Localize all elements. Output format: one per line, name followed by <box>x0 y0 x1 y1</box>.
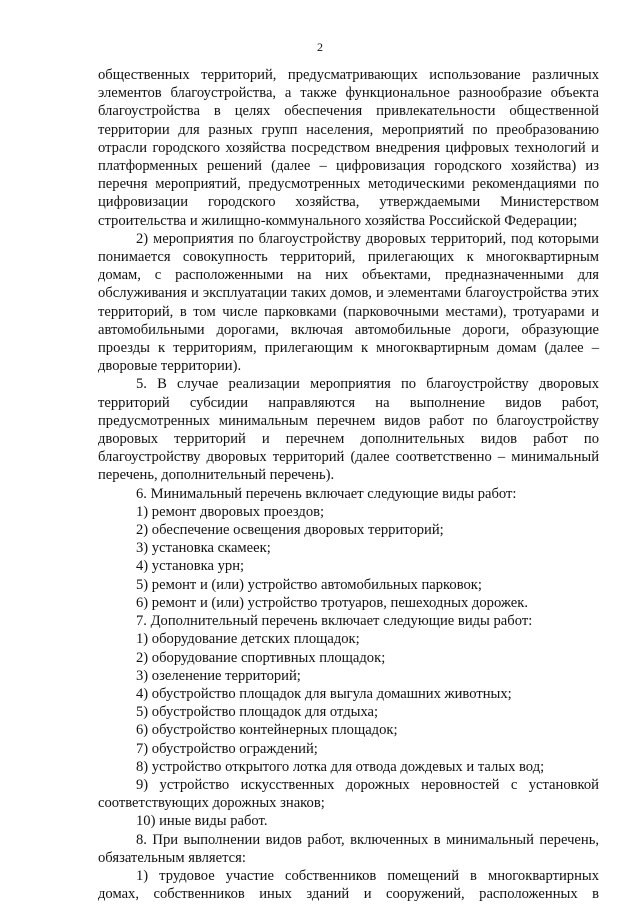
list-item: 6) обустройство контейнерных площадок; <box>136 722 398 739</box>
list-item: 3) озеленение территорий; <box>136 667 301 684</box>
list-item: 7) обустройство ограждений; <box>136 740 318 757</box>
list-item: 5) обустройство площадок для отдыха; <box>136 704 379 721</box>
paragraph-public-territories: общественных территорий, предусматривающих использование различных элементов благоустройства, а также функциональное разнообразие объекта благоустройства в целях обеспечения привлекательности общественной территории для разных групп населения, мероприятий по преобразованию отрасли городского хозяйства посредством внедрения цифровых технологий и платформенных решений (далее – цифровизация городского хозяйства) из перечня мероприятий, предусмотренных методическими рекомендациями по цифровизации городского хозяйства, утверждаемыми Министерством строительства и жилищно-коммунального хозяйства Российской Федерации; <box>98 67 599 229</box>
list-item: 4) обустройство площадок для выгула домашних животных; <box>136 685 512 702</box>
list-item: 10) иные виды работ. <box>136 813 268 830</box>
list-item: 6) ремонт и (или) устройство тротуаров, пешеходных дорожек. <box>136 594 528 611</box>
list-item: 1) оборудование детских площадок; <box>136 631 360 648</box>
document-body <box>98 66 599 903</box>
paragraph-yard-measures: 2) мероприятия по благоустройству дворовых территорий, под которыми понимается совокупность территорий, прилегающих к многоквартирным домам, с расположенными на них объектами, предназначенными для обслуживания и эксплуатации таких домов, и элементами благоустройства этих территорий, в том числе парковками (парковочными местами), тротуарами и автомобильными дорогами, включая автомобильные дороги, образующие проезды к территориям, прилегающим к многоквартирным домам (далее – дворовые территории). <box>98 230 599 375</box>
page-number: 2 <box>317 40 323 54</box>
paragraph-clause-6: 6. Минимальный перечень включает следующие виды работ: <box>136 485 517 502</box>
list-item: 8) устройство открытого лотка для отвода дождевых и талых вод; <box>136 758 545 775</box>
paragraph-labor-participation: 1) трудовое участие собственников помещений в многоквартирных домах, собственников иных зданий и сооружений, расположенных в <box>98 867 599 903</box>
list-item: 4) установка урн; <box>136 558 245 575</box>
paragraph-clause-8: 8. При выполнении видов работ, включенных в минимальный перечень, обязательным является: <box>98 831 599 866</box>
paragraph-clause-5: 5. В случае реализации мероприятия по благоустройству дворовых территорий субсидии направляются на выполнение видов работ, предусмотренных минимальным перечнем видов работ по благоустройству дворовых территорий и перечнем дополнительных видов работ по благоустройству дворовых территорий (далее соответственно – минимальный перечень, дополнительный перечень). <box>98 376 599 484</box>
list-item: 9) устройство искусственных дорожных неровностей с установкой соответствующих дорожных знаков; <box>98 776 599 812</box>
list-item: 5) ремонт и (или) устройство автомобильных парковок; <box>136 576 482 593</box>
list-item: 2) оборудование спортивных площадок; <box>136 649 386 666</box>
list-item: 1) ремонт дворовых проездов; <box>136 503 325 520</box>
list-item: 3) установка скамеек; <box>136 540 271 557</box>
list-item: 2) обеспечение освещения дворовых территорий; <box>136 522 444 539</box>
paragraph-clause-7: 7. Дополнительный перечень включает следующие виды работ: <box>136 613 533 630</box>
